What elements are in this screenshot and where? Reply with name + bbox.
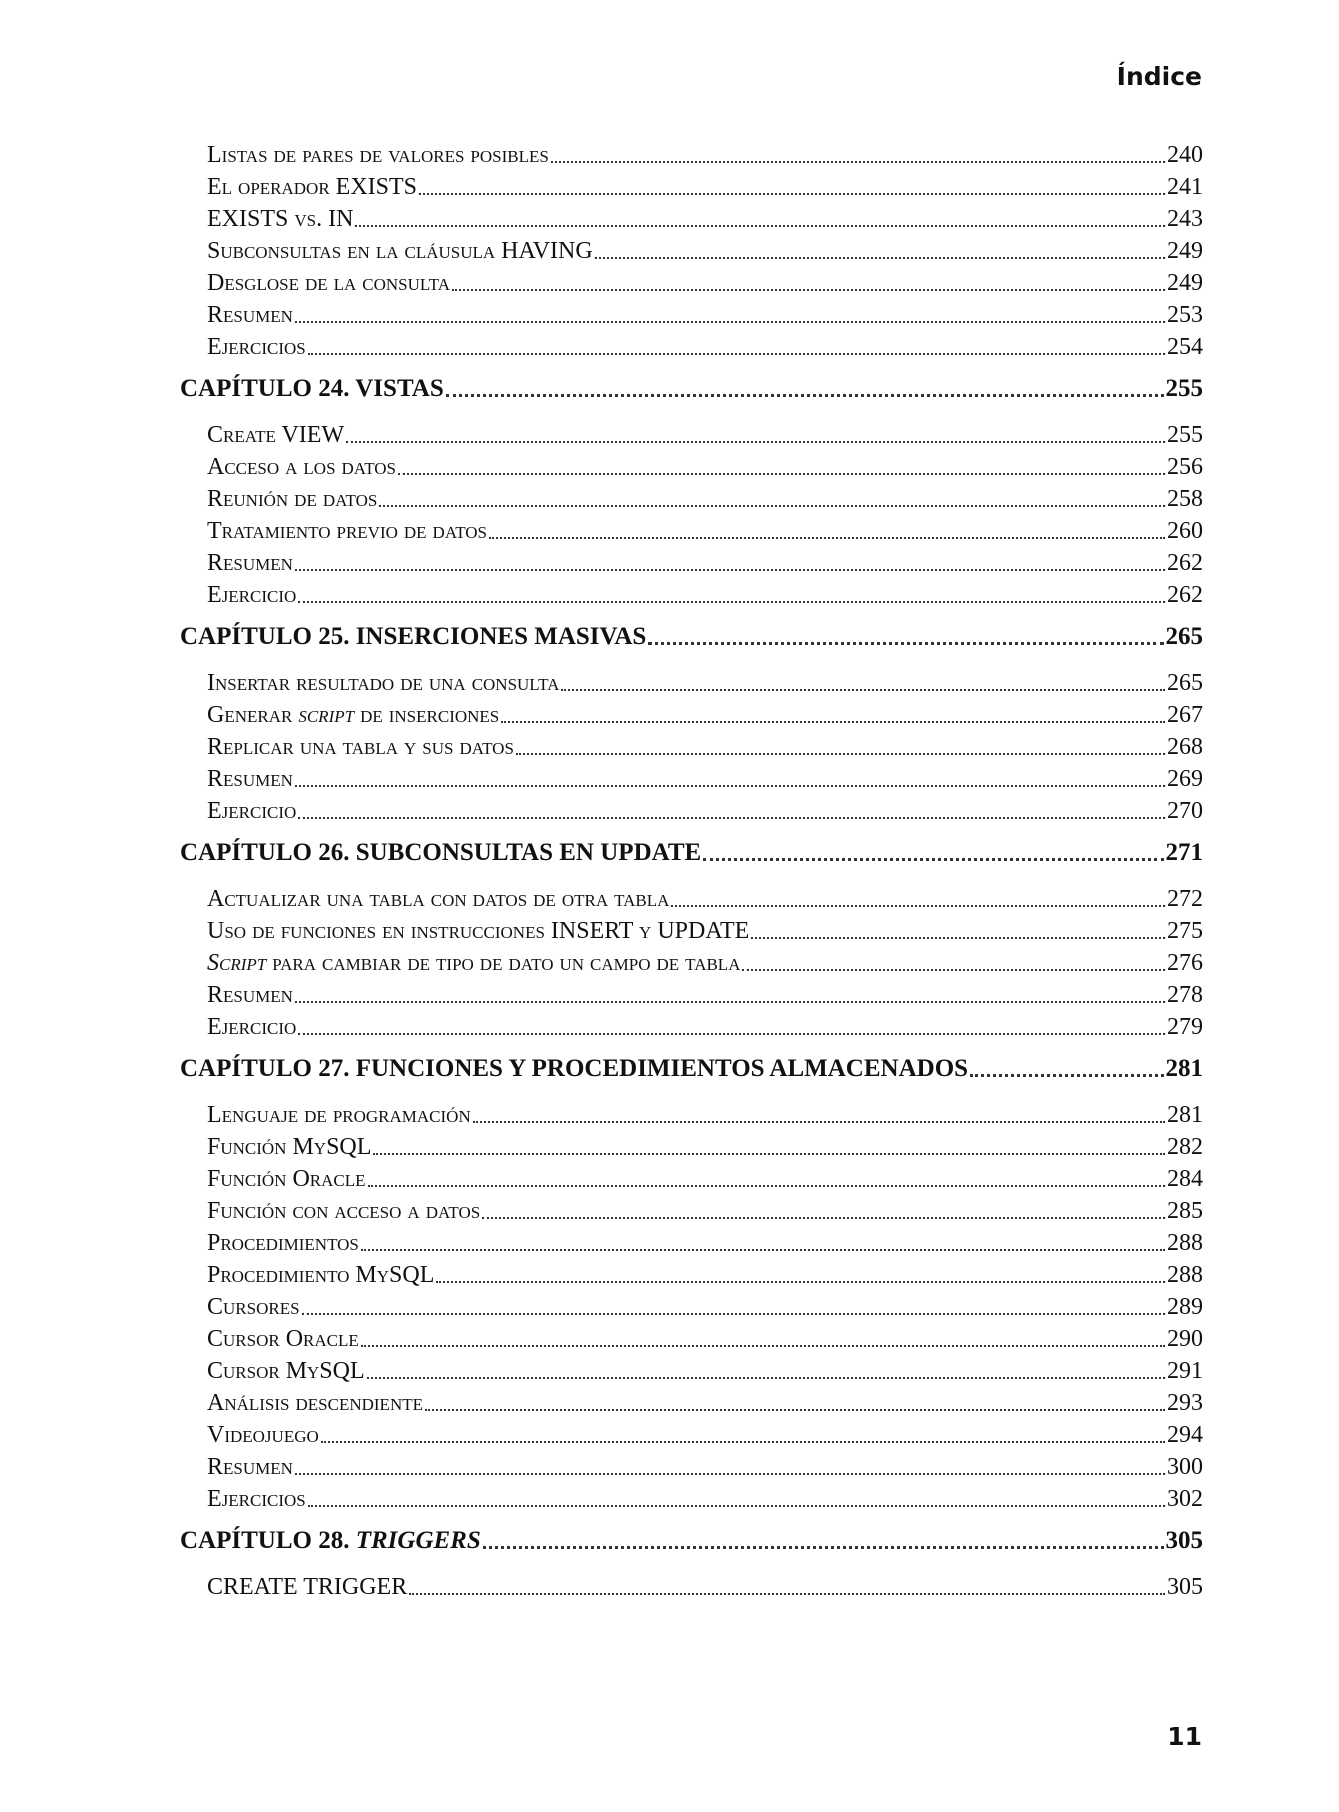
toc-section-entry (180, 235, 1203, 267)
dot-leader (361, 1345, 1165, 1347)
toc-entry-title (207, 1195, 480, 1227)
toc-entry-title-text: Cursores (207, 1294, 300, 1320)
toc-entry-title-text: Ejercicios (207, 1486, 306, 1512)
toc-entry-title-text: Cursor Oracle (207, 1326, 359, 1352)
toc-entry-title (207, 1099, 471, 1131)
dot-leader (425, 1409, 1165, 1411)
toc-page-number: 305 (1167, 1574, 1203, 1600)
toc-section-entry (180, 1291, 1203, 1323)
toc-section-entry (180, 267, 1203, 299)
toc-section-entry (180, 763, 1203, 795)
toc-page-number: 305 (1165, 1527, 1203, 1554)
dot-leader (295, 1001, 1165, 1003)
toc-entry-title (207, 331, 306, 363)
dot-leader (452, 289, 1165, 291)
toc-page-number: 243 (1167, 206, 1203, 232)
toc-chapter-entry (180, 1053, 1203, 1085)
toc-entry-title (207, 883, 669, 915)
toc-chapter-entry (180, 621, 1203, 653)
toc-page-number: 262 (1167, 582, 1203, 608)
toc-entry-title-text: Listas de pares de valores posibles (207, 142, 549, 168)
toc-entry-title (207, 1451, 293, 1483)
toc-entry-title-text: Resumen (207, 550, 293, 576)
toc-section-entry (180, 171, 1203, 203)
toc-page-number: 258 (1167, 486, 1203, 512)
toc-section-entry (180, 331, 1203, 363)
toc-entry-title (207, 1483, 306, 1515)
toc-page-number: 249 (1167, 238, 1203, 264)
toc-section-entry (180, 1195, 1203, 1227)
toc-entry-title-text: Función con acceso a datos (207, 1198, 481, 1224)
toc-entry-title (207, 547, 293, 579)
toc-entry-title (207, 1227, 359, 1259)
toc-entry-title (180, 621, 646, 653)
dot-leader (367, 1377, 1165, 1379)
dot-leader (298, 1033, 1165, 1035)
toc-entry-title-text: Subconsultas en la cláusula HAVING (207, 238, 593, 264)
dot-leader (595, 257, 1165, 259)
toc-entry-title (207, 731, 514, 763)
toc-entry-title (207, 947, 740, 979)
toc-entry-title-text: Create VIEW (207, 422, 345, 448)
dot-leader (295, 321, 1165, 323)
toc-entry-title (207, 579, 296, 611)
toc-entry-title-italic: script (298, 702, 355, 728)
toc-page-number: 282 (1167, 1134, 1203, 1160)
dot-leader (436, 1281, 1165, 1283)
toc-entry-title-text: Tratamiento previo de datos (207, 518, 488, 544)
toc-page-number: 300 (1167, 1454, 1203, 1480)
toc-section-entry (180, 1355, 1203, 1387)
toc-entry-title-text: Cursor MySQL (207, 1358, 365, 1384)
toc-entry-title-text: Lenguaje de programación (207, 1102, 471, 1128)
toc-entry-title (207, 483, 377, 515)
toc-entry-title-text: Análisis descendiente (207, 1390, 423, 1416)
toc-section-entry (180, 203, 1203, 235)
toc-page-number: 240 (1167, 142, 1203, 168)
toc-entry-title (207, 1291, 300, 1323)
dot-leader (671, 905, 1165, 907)
toc-entry-title (207, 1571, 407, 1603)
toc-section-entry (180, 1011, 1203, 1043)
toc-section-entry (180, 579, 1203, 611)
toc-page-number: 241 (1167, 174, 1203, 200)
toc-page-number: 271 (1165, 839, 1203, 866)
toc-page-number: 256 (1167, 454, 1203, 480)
toc-entry-title-rest: de inserciones (354, 702, 500, 728)
dot-leader (355, 225, 1165, 227)
toc-entry-title (207, 795, 296, 827)
dot-leader (308, 353, 1165, 355)
toc-page-number: 267 (1167, 702, 1203, 728)
toc-page-number: 291 (1167, 1358, 1203, 1384)
toc-page-number: 281 (1167, 1102, 1203, 1128)
toc-entry-title-text: Resumen (207, 1454, 293, 1480)
dot-leader (298, 817, 1165, 819)
dot-leader (308, 1505, 1165, 1507)
toc-entry-title (207, 979, 293, 1011)
toc-section-entry (180, 1571, 1203, 1603)
dot-leader (302, 1313, 1165, 1315)
toc-entry-title (180, 1053, 968, 1085)
toc-section-entry (180, 483, 1203, 515)
toc-entry-title-text: CREATE TRIGGER (207, 1574, 408, 1600)
toc-entry-title (207, 451, 396, 483)
toc-entry-title (207, 915, 749, 947)
toc-section-entry (180, 1099, 1203, 1131)
toc-section-entry (180, 515, 1203, 547)
dot-leader (483, 1546, 1164, 1549)
toc-entry-title (207, 1323, 359, 1355)
toc-chapter-entry (180, 1525, 1203, 1557)
toc-entry-title-text: Ejercicio (207, 582, 297, 608)
dot-leader (473, 1121, 1165, 1123)
toc-entry-title (180, 1525, 481, 1557)
toc-entry-title-italic: TRIGGERS (355, 1527, 481, 1554)
toc-entry-title (207, 1259, 434, 1291)
dot-leader (970, 1074, 1163, 1077)
toc-section-entry (180, 883, 1203, 915)
toc-section-entry (180, 299, 1203, 331)
dot-leader (751, 937, 1165, 939)
toc-section-entry (180, 419, 1203, 451)
dot-leader (346, 441, 1165, 443)
toc-page-number: 278 (1167, 982, 1203, 1008)
toc-page-number: 302 (1167, 1486, 1203, 1512)
toc-entry-title (207, 299, 293, 331)
toc-section-entry (180, 1387, 1203, 1419)
toc-entry-title-text: CAPÍTULO 25. INSERCIONES MASIVAS (180, 623, 647, 650)
dot-leader (703, 858, 1163, 861)
toc-section-entry (180, 1323, 1203, 1355)
toc-entry-title-text: Función Oracle (207, 1166, 366, 1192)
toc-page-number: 269 (1167, 766, 1203, 792)
toc-section-entry (180, 1227, 1203, 1259)
toc-page-number: 272 (1167, 886, 1203, 912)
toc-entry-title-text: Insertar resultado de una consulta (207, 670, 560, 696)
toc-entry-title (207, 267, 450, 299)
toc-entry-title-rest: para cambiar de tipo de dato un campo de tabla (266, 950, 741, 976)
toc-section-entry (180, 1419, 1203, 1451)
toc-section-entry (180, 1163, 1203, 1195)
dot-leader (295, 569, 1165, 571)
dot-leader (361, 1249, 1165, 1251)
page-number: 11 (1167, 1722, 1202, 1751)
toc-entry-title-text: Reunión de datos (207, 486, 378, 512)
toc-chapter-entry (180, 373, 1203, 405)
toc-page-number: 249 (1167, 270, 1203, 296)
toc-entry-title-text: CAPÍTULO 24. VISTAS (180, 375, 444, 402)
toc-entry-title-text: Resumen (207, 302, 293, 328)
dot-leader (551, 161, 1165, 163)
toc-entry-title (207, 1163, 366, 1195)
toc-entry-title (207, 763, 293, 795)
toc-entry-title-text: Uso de funciones en instrucciones INSERT y UPDATE (207, 918, 750, 944)
toc-page-number: 294 (1167, 1422, 1203, 1448)
dot-leader (379, 505, 1165, 507)
toc-section-entry (180, 1131, 1203, 1163)
toc-section-entry (180, 699, 1203, 731)
toc-page-number: 285 (1167, 1198, 1203, 1224)
toc-entry-title-text: Función MySQL (207, 1134, 372, 1160)
toc-page-number: 265 (1165, 623, 1203, 650)
toc-entry-title-text: Ejercicios (207, 334, 306, 360)
dot-leader (368, 1185, 1165, 1187)
dot-leader (295, 785, 1165, 787)
toc-page-number: 262 (1167, 550, 1203, 576)
toc-section-entry (180, 667, 1203, 699)
toc-entry-title-text: CAPÍTULO 27. FUNCIONES Y PROCEDIMIENTOS ALMACENADOS (180, 1055, 969, 1082)
toc-section-entry (180, 979, 1203, 1011)
dot-leader (742, 969, 1165, 971)
dot-leader (373, 1153, 1165, 1155)
dot-leader (561, 689, 1165, 691)
toc-page-number: 255 (1165, 375, 1203, 402)
dot-leader (409, 1593, 1165, 1595)
table-of-contents (180, 139, 1203, 1603)
toc-page-number: 255 (1167, 422, 1203, 448)
toc-page-number: 254 (1167, 334, 1203, 360)
toc-entry-title-text: Resumen (207, 982, 293, 1008)
toc-entry-title-text: Generar (207, 702, 299, 728)
toc-section-entry (180, 139, 1203, 171)
toc-entry-title (207, 419, 344, 451)
toc-entry-title (207, 203, 353, 235)
toc-entry-title (207, 699, 499, 731)
toc-entry-title-text: Actualizar una tabla con datos de otra tabla (207, 886, 670, 912)
dot-leader (419, 193, 1165, 195)
toc-section-entry (180, 547, 1203, 579)
toc-section-entry (180, 795, 1203, 827)
toc-entry-title-text: El operador EXISTS (207, 174, 418, 200)
toc-page-number: 290 (1167, 1326, 1203, 1352)
toc-section-entry (180, 451, 1203, 483)
toc-entry-title (180, 837, 701, 869)
toc-entry-title-text: CAPÍTULO 28. (180, 1527, 356, 1554)
toc-section-entry (180, 731, 1203, 763)
dot-leader (295, 1473, 1165, 1475)
toc-entry-title (207, 235, 593, 267)
toc-page-number: 284 (1167, 1166, 1203, 1192)
toc-entry-title (207, 139, 549, 171)
toc-page-number: 270 (1167, 798, 1203, 824)
dot-leader (298, 601, 1165, 603)
toc-page-number: 260 (1167, 518, 1203, 544)
toc-section-entry (180, 915, 1203, 947)
toc-entry-title (207, 1387, 423, 1419)
toc-section-entry (180, 1483, 1203, 1515)
toc-page-number: 279 (1167, 1014, 1203, 1040)
toc-section-entry (180, 1259, 1203, 1291)
toc-chapter-entry (180, 837, 1203, 869)
toc-page-number: 265 (1167, 670, 1203, 696)
dot-leader (446, 394, 1164, 397)
toc-entry-title-text: Resumen (207, 766, 293, 792)
dot-leader (398, 473, 1165, 475)
toc-entry-title-text: EXISTS vs. IN (207, 206, 354, 232)
toc-entry-title-text: Ejercicio (207, 1014, 297, 1040)
toc-page-number: 253 (1167, 302, 1203, 328)
toc-entry-title (207, 1011, 296, 1043)
dot-leader (501, 721, 1165, 723)
toc-entry-title-italic: Script (207, 950, 267, 976)
toc-entry-title (207, 515, 487, 547)
toc-page-number: 281 (1165, 1055, 1203, 1082)
toc-page-number: 288 (1167, 1262, 1203, 1288)
toc-entry-title (207, 1355, 365, 1387)
toc-entry-title-text: CAPÍTULO 26. SUBCONSULTAS EN UPDATE (180, 839, 702, 866)
toc-page-number: 275 (1167, 918, 1203, 944)
dot-leader (482, 1217, 1165, 1219)
dot-leader (321, 1441, 1165, 1443)
dot-leader (648, 642, 1163, 645)
toc-entry-title (207, 1419, 319, 1451)
dot-leader (516, 753, 1165, 755)
toc-entry-title (207, 667, 559, 699)
toc-entry-title-text: Desglose de la consulta (207, 270, 451, 296)
toc-entry-title-text: Replicar una tabla y sus datos (207, 734, 514, 760)
toc-entry-title-text: Videojuego (207, 1422, 319, 1448)
toc-section-entry (180, 947, 1203, 979)
toc-entry-title (207, 171, 417, 203)
toc-page-number: 289 (1167, 1294, 1203, 1320)
toc-entry-title-text: Procedimientos (207, 1230, 359, 1256)
toc-entry-title (207, 1131, 371, 1163)
toc-entry-title-text: Procedimiento MySQL (207, 1262, 435, 1288)
toc-section-entry (180, 1451, 1203, 1483)
toc-entry-title-text: Ejercicio (207, 798, 297, 824)
running-header: Índice (1116, 62, 1202, 91)
toc-entry-title (180, 373, 444, 405)
toc-page-number: 268 (1167, 734, 1203, 760)
dot-leader (489, 537, 1165, 539)
toc-page-number: 293 (1167, 1390, 1203, 1416)
toc-page-number: 276 (1167, 950, 1203, 976)
toc-page-number: 288 (1167, 1230, 1203, 1256)
toc-entry-title-text: Acceso a los datos (207, 454, 396, 480)
